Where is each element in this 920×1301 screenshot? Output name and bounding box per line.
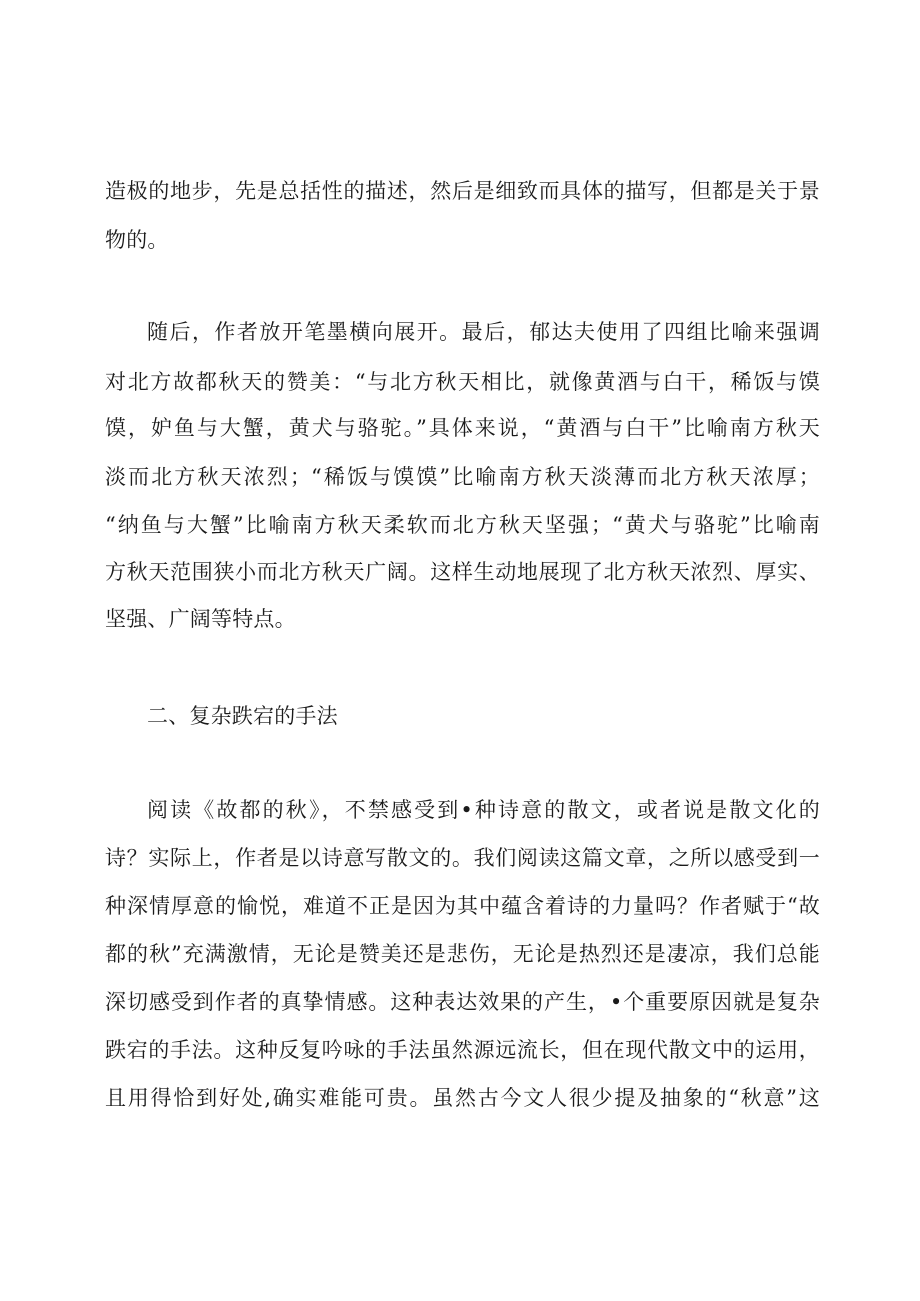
para3-line-1: 阅读《故都的秋》，不禁感受到•种诗意的散文，或者说是散文化的 [147,798,820,822]
para3-line-5: 深切感受到作者的真挚情感。这种表达效果的产生，•个重要原因就是复杂 [105,990,820,1014]
para2-line-6: 方秋天范围狭小而北方秋天广阔。这样生动地展现了北方秋天浓烈、厚实、 [105,560,820,584]
para3-line-3: 种深情厚意的愉悦，难道不正是因为其中蕴含着诗的力量吗？作者赋于“故 [105,894,820,918]
para3-line-6: 跌宕的手法。这种反复吟咏的手法虽然源远流长，但在现代散文中的运用， [105,1038,820,1062]
para2-line-7: 坚强、广阔等特点。 [105,607,296,631]
para2-line-4: 淡而北方秋天浓烈；“稀饭与馍馍”比喻南方秋天淡薄而北方秋天浓厚； [105,465,820,489]
para2-line-2: 对北方故都秋天的赞美：“与北方秋天相比，就像黄酒与白干，稀饭与馍 [105,370,820,394]
para2-line-1: 随后，作者放开笔墨横向展开。最后，郁达夫使用了四组比喻来强调 [147,320,820,344]
para2-line-3: 馍，妒鱼与大蟹，黄犬与骆驼。”具体来说，“黄酒与白干”比喻南方秋天 [105,416,820,440]
para3-line-4: 都的秋”充满激情，无论是赞美还是悲伤，无论是热烈还是凄凉，我们总能 [105,942,820,966]
para1-line-1: 造极的地步，先是总括性的描述，然后是细致而具体的描写，但都是关于景 [105,179,820,203]
para3-line-2: 诗？实际上，作者是以诗意写散文的。我们阅读这篇文章，之所以感受到一 [105,846,820,870]
para3-line-7: 且用得恰到好处,确实难能可贵。虽然古今文人很少提及抽象的“秋意”这 [105,1086,820,1110]
para1-line-2: 物的。 [105,228,169,252]
section-heading: 二、复杂跌宕的手法 [147,704,338,728]
para2-line-5: “纳鱼与大蟹”比喻南方秋天柔软而北方秋天坚强；“黄犬与骆驼”比喻南 [105,513,820,537]
